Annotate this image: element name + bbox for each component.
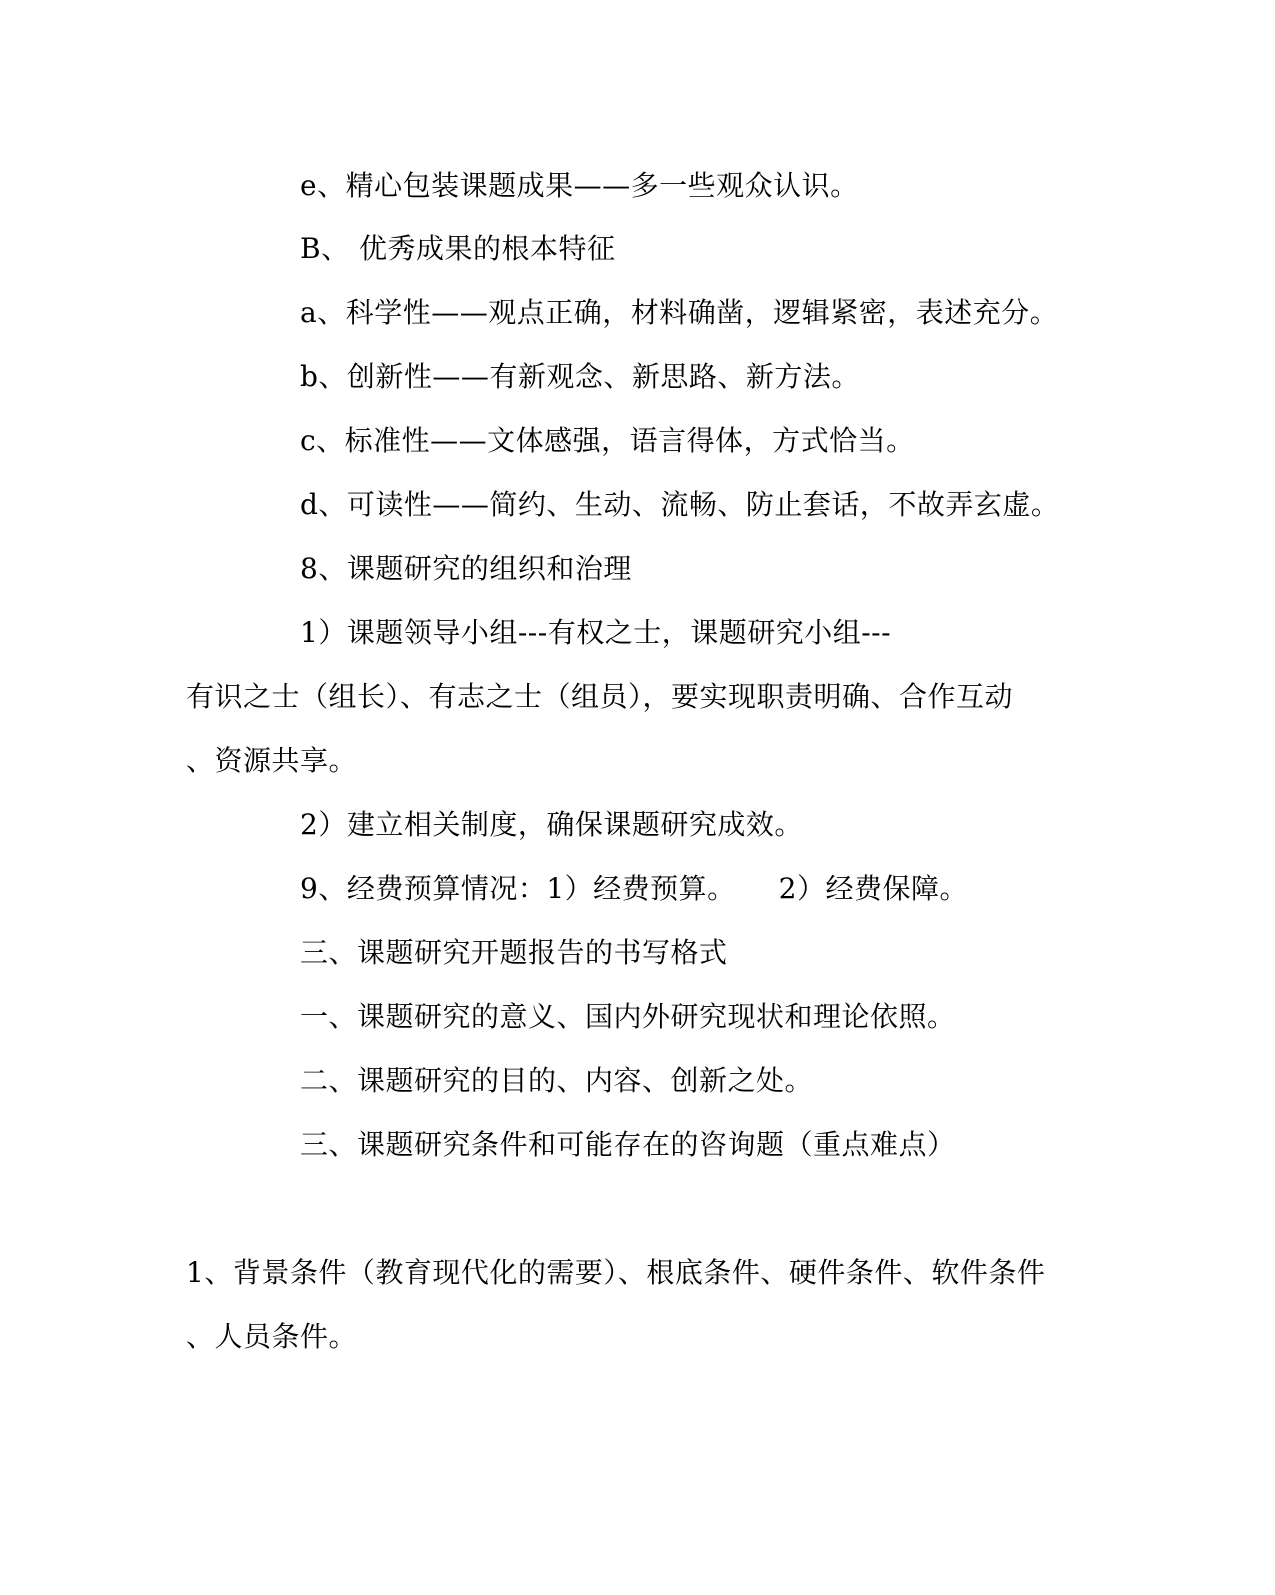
text-line-excellent-results-heading: B、 优秀成果的根本特征 [300, 232, 616, 265]
text-line-conditions-problems: 三、课题研究条件和可能存在的咨询题（重点难点） [300, 1128, 956, 1161]
text-line-innovative: b、创新性——有新观念、新思路、新方法。 [300, 360, 860, 393]
text-line-significance: 一、课题研究的意义、国内外研究现状和理论依照。 [300, 1000, 956, 1033]
text-line-standard: c、标准性——文体感强，语言得体，方式恰当。 [300, 424, 915, 457]
text-line-group-members: 有识之士（组长）、有志之士（组员），要实现职责明确、合作互动 [186, 680, 1014, 713]
text-line-establish-system: 2）建立相关制度，确保课题研究成效。 [300, 808, 803, 841]
text-line-readability: d、可读性——简约、生动、流畅、防止套话，不故弄玄虚。 [300, 488, 1060, 521]
text-line-report-format-heading: 三、课题研究开题报告的书写格式 [300, 936, 728, 969]
text-line-budget: 9、经费预算情况：1）经费预算。 2）经费保障。 [300, 872, 968, 905]
text-line-scientific: a、科学性——观点正确，材料确凿，逻辑紧密，表述充分。 [300, 296, 1059, 329]
text-line-resource-sharing: 、资源共享。 [186, 744, 358, 777]
text-line-background-conditions: 1、背景条件（教育现代化的需要）、根底条件、硬件条件、软件条件 [186, 1256, 1046, 1289]
text-line-personnel-conditions: 、人员条件。 [186, 1320, 358, 1353]
text-line-organization-heading: 8、课题研究的组织和治理 [300, 552, 632, 585]
text-line-purpose: 二、课题研究的目的、内容、创新之处。 [300, 1064, 814, 1097]
text-line-leadership-group: 1）课题领导小组---有权之士，课题研究小组--- [300, 616, 892, 649]
text-line-package-results: e、精心包装课题成果——多一些观众认识。 [300, 169, 859, 202]
